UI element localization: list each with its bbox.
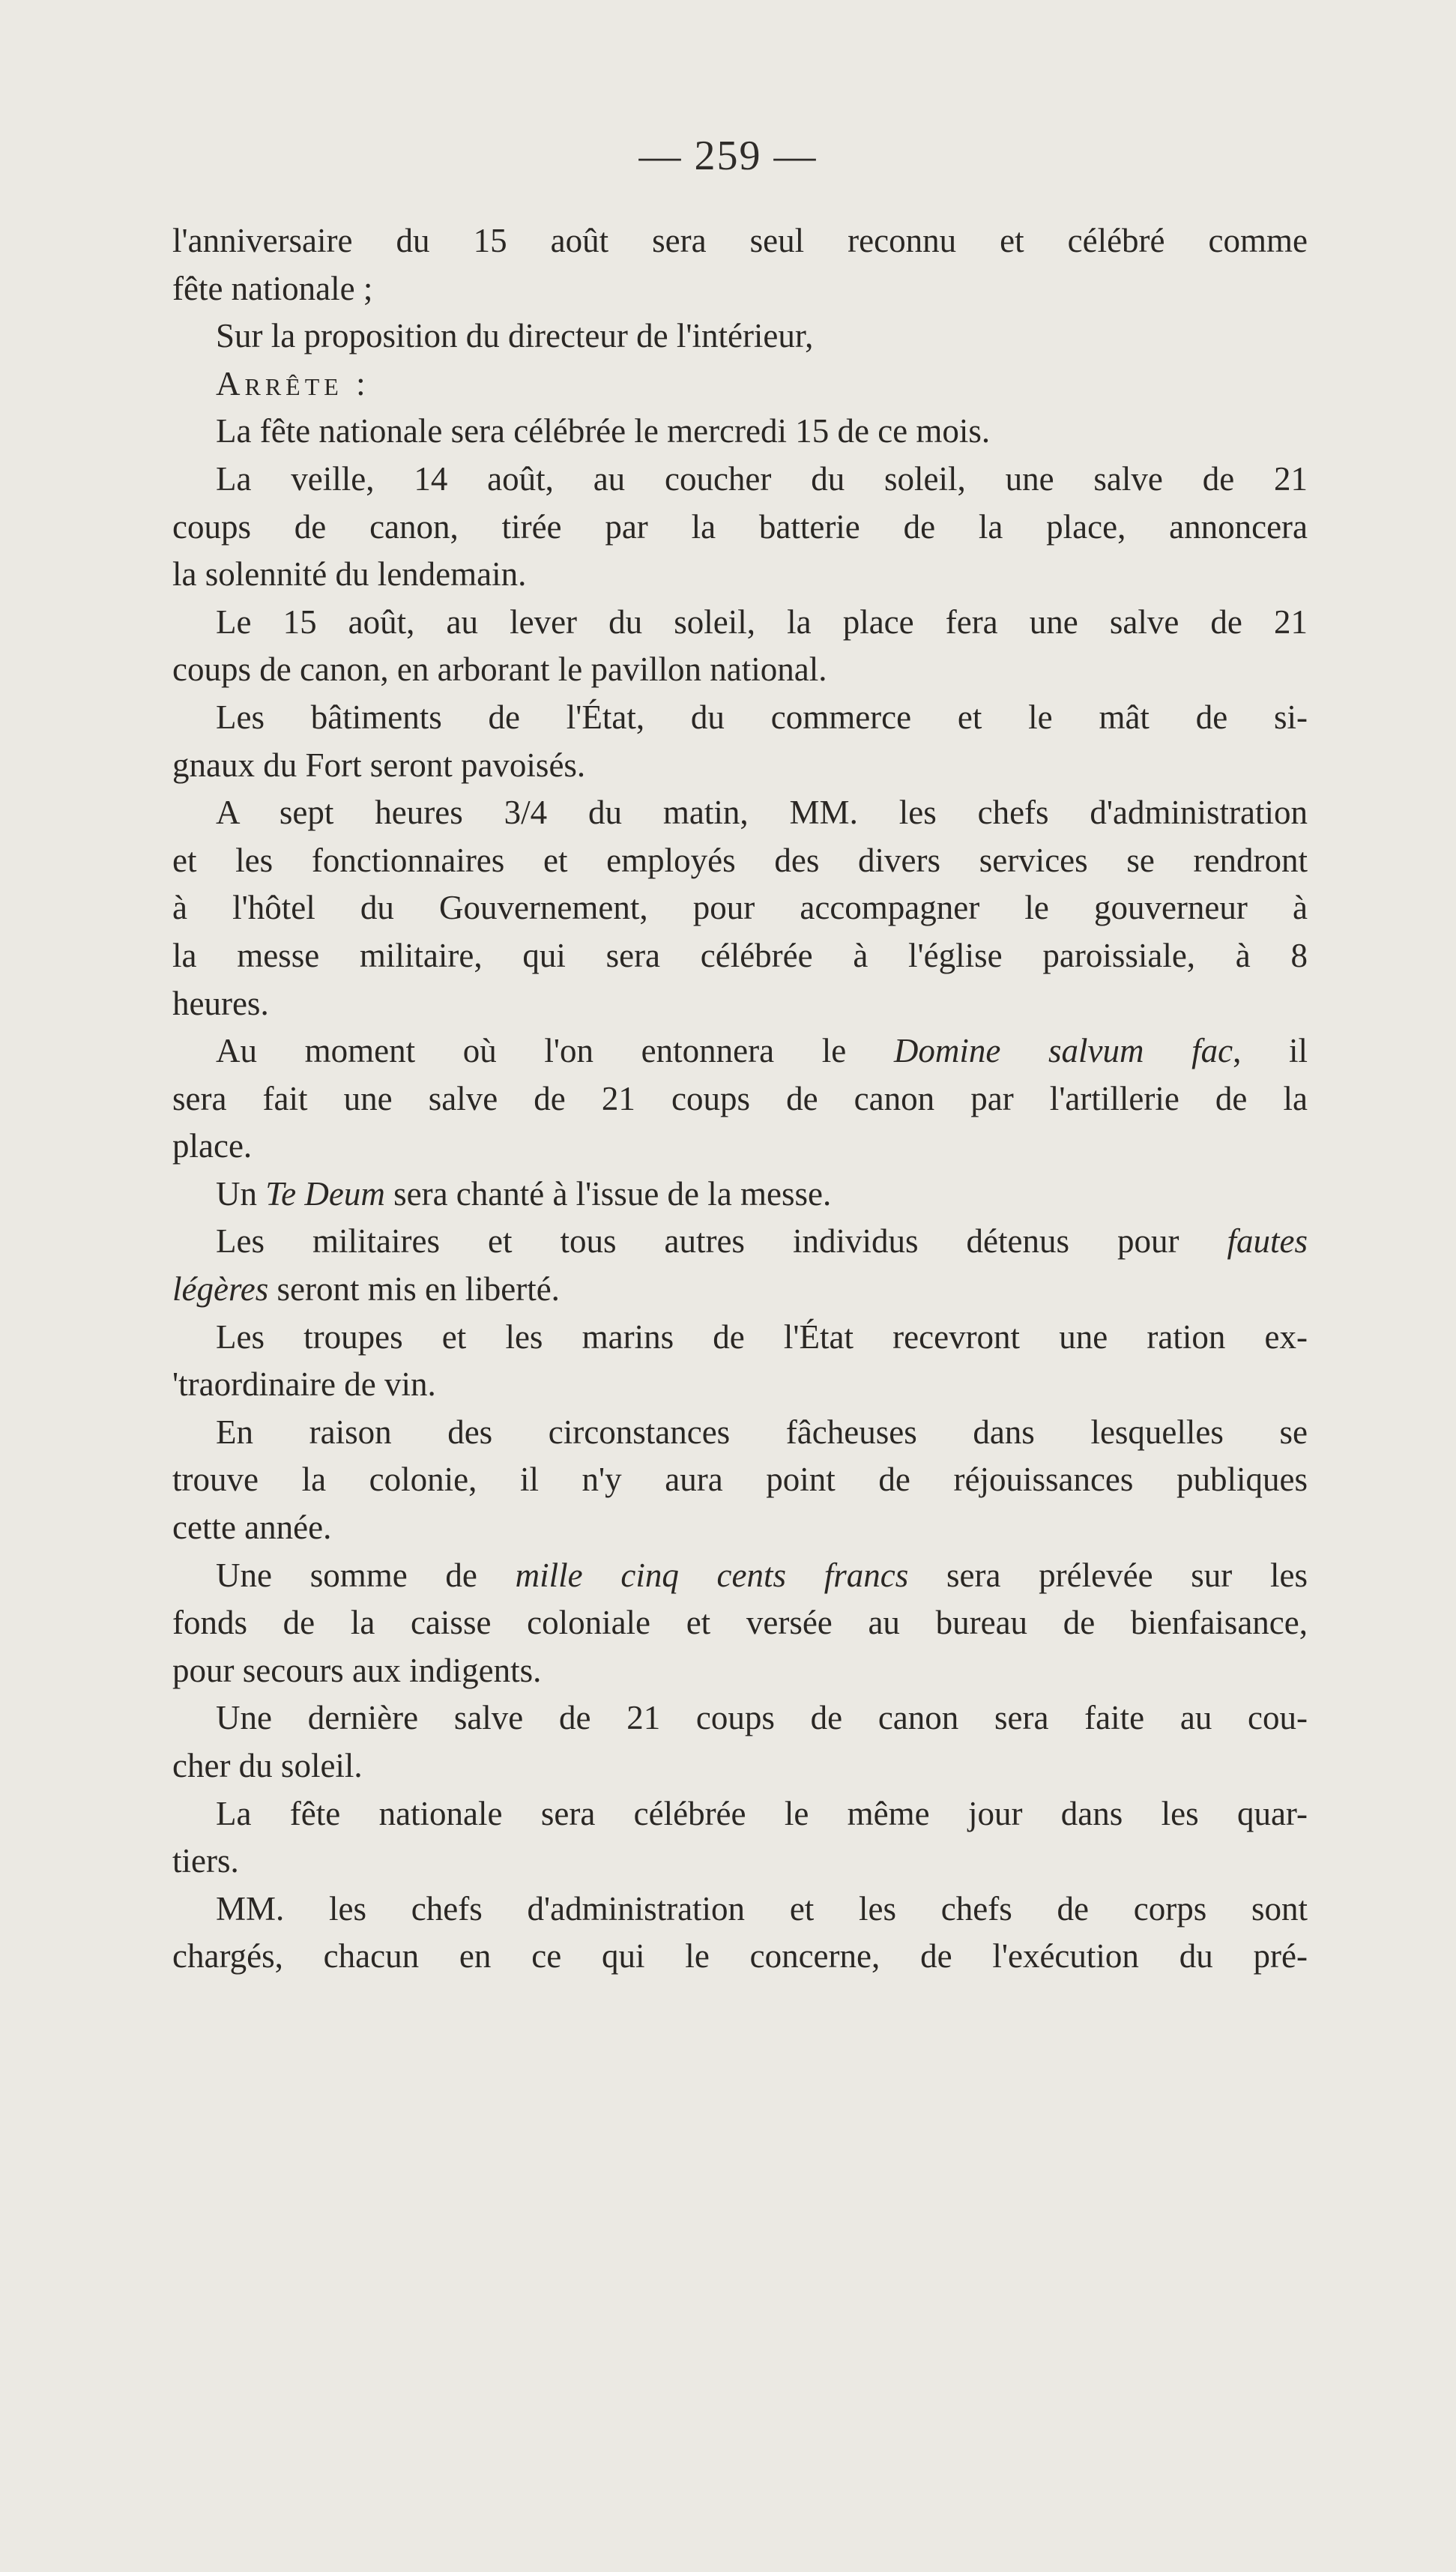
text-line: gnaux du Fort seront pavoisés. xyxy=(172,746,586,784)
text-line: heures. xyxy=(172,984,269,1022)
text-line: Le 15 août, au lever du soleil, la place fera une salve de 21 xyxy=(216,603,1308,641)
text-line: et les fonctionnaires et employés des divers services se rendront xyxy=(172,841,1308,879)
text-line: Au moment où l'on entonnera le Domine salvum fac, il xyxy=(216,1032,1308,1070)
body-text xyxy=(172,217,1308,1981)
text-line: Sur la proposition du directeur de l'intérieur, xyxy=(216,317,814,355)
text-line: Une dernière salve de 21 coups de canon sera faite au cou- xyxy=(216,1699,1308,1737)
text-line: coups de canon, tirée par la batterie de la place, annoncera xyxy=(172,507,1308,546)
text-line: tiers. xyxy=(172,1842,239,1880)
text-line: la solennité du lendemain. xyxy=(172,555,527,594)
text-line: à l'hôtel du Gouvernement, pour accompagner le gouverneur à xyxy=(172,889,1308,927)
text-line: Les troupes et les marins de l'État recevront une ration ex- xyxy=(216,1317,1308,1356)
text-line: cette année. xyxy=(172,1509,332,1547)
text-line: En raison des circonstances fâcheuses dans lesquelles se xyxy=(216,1413,1308,1451)
text-line: cher du soleil. xyxy=(172,1747,363,1784)
text-line: sera fait une salve de 21 coups de canon par l'artillerie de la xyxy=(172,1079,1308,1117)
text-line: Les bâtiments de l'État, du commerce et le mât de si- xyxy=(216,698,1308,736)
text-line: Un Te Deum sera chanté à l'issue de la messe. xyxy=(216,1174,832,1213)
text-line: Arrête : xyxy=(216,364,370,402)
page-number: — 259 — xyxy=(638,133,818,179)
text-line: légères seront mis en liberté. xyxy=(172,1270,560,1308)
text-line: fête nationale ; xyxy=(172,269,373,307)
text-line: la messe militaire, qui sera célébrée à l'église paroissiale, à 8 xyxy=(172,936,1308,974)
text-line: 'traordinaire de vin. xyxy=(172,1365,436,1404)
text-line: place. xyxy=(172,1127,253,1165)
text-line: La fête nationale sera célébrée le mercredi 15 de ce mois. xyxy=(216,412,991,450)
text-line: l'anniversaire du 15 août sera seul reconnu et célébré comme xyxy=(172,222,1308,259)
text-line: fonds de la caisse coloniale et versée au bureau de bienfaisance, xyxy=(172,1604,1308,1642)
text-line: Une somme de mille cinq cents francs sera prélevée sur les xyxy=(216,1556,1308,1594)
text-line: La fête nationale sera célébrée le même jour dans les quar- xyxy=(216,1794,1308,1832)
text-line: pour secours aux indigents. xyxy=(172,1651,542,1689)
text-line: coups de canon, en arborant le pavillon national. xyxy=(172,650,827,689)
text-line: trouve la colonie, il n'y aura point de réjouissances publiques xyxy=(172,1461,1308,1499)
text-line: MM. les chefs d'administration et les chefs de corps sont xyxy=(216,1889,1308,1928)
text-line: Les militaires et tous autres individus détenus pour fautes xyxy=(216,1222,1308,1261)
text-line: chargés, chacun en ce qui le concerne, de l'exécution du pré- xyxy=(172,1937,1308,1975)
text-line: La veille, 14 août, au coucher du soleil, une salve de 21 xyxy=(216,459,1308,498)
text-line: A sept heures 3/4 du matin, MM. les chefs d'administration xyxy=(216,794,1308,832)
